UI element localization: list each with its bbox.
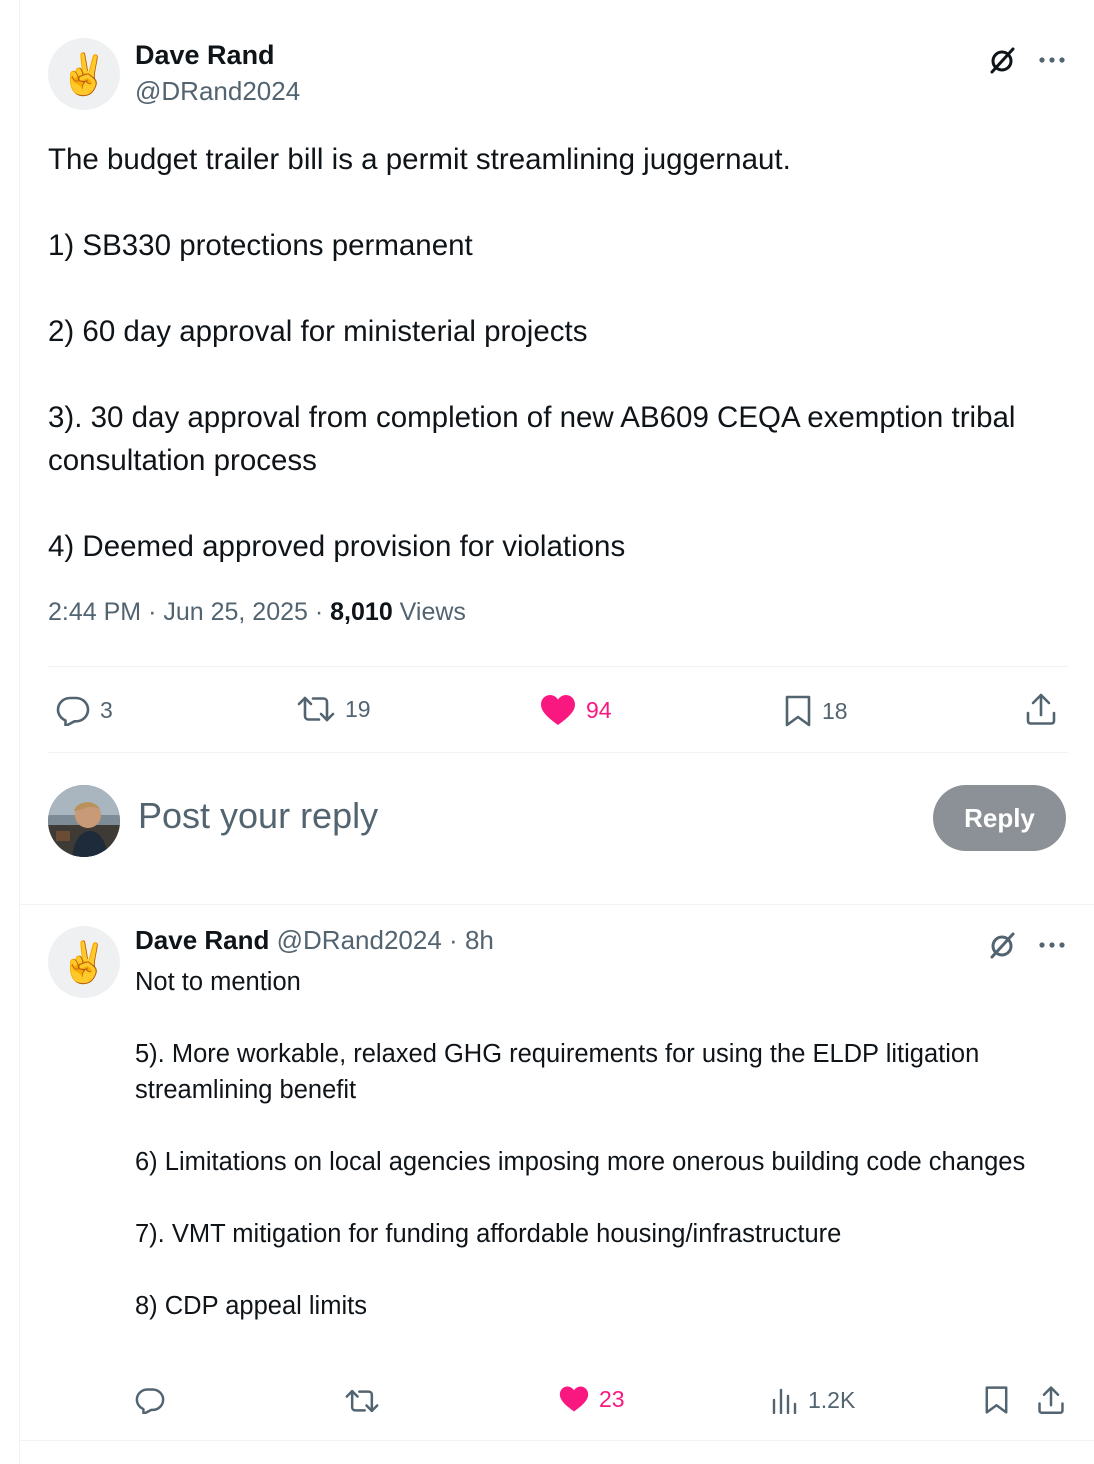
reply-submit-button[interactable]: Reply <box>933 785 1066 851</box>
tweet-time[interactable]: 2:44 PM <box>48 598 142 626</box>
reply-author-name[interactable]: Dave Rand <box>135 925 270 955</box>
share-button[interactable] <box>1024 692 1058 726</box>
timeline-border <box>19 0 20 1464</box>
author-handle[interactable]: @DRand2024 <box>135 76 301 106</box>
views-icon <box>772 1386 798 1414</box>
tweet-date[interactable]: Jun 25, 2025 <box>163 598 308 626</box>
views-count: 8,010 <box>330 598 393 626</box>
grok-icon[interactable] <box>982 40 1022 80</box>
repost-icon <box>345 1387 379 1415</box>
tweet-line: 7). VMT mitigation for funding affordable housing/infrastructure <box>135 1220 842 1248</box>
reply-input[interactable]: Post your reply <box>138 795 379 836</box>
share-icon <box>1024 692 1058 726</box>
bookmark-button[interactable] <box>984 1385 1009 1415</box>
tweet-line: 6) Limitations on local agencies imposing more onerous building code changes <box>135 1148 1026 1176</box>
divider <box>20 1440 1094 1441</box>
reply-button[interactable] <box>135 1386 165 1414</box>
share-icon <box>1036 1385 1066 1415</box>
tweet-text <box>48 138 1048 568</box>
like-button[interactable] <box>559 1385 625 1413</box>
reply-icon <box>135 1386 165 1414</box>
tweet-line: 3). 30 day approval from completion of new AB609 CEQA exemption tribal consultation process <box>48 401 1016 477</box>
views-button[interactable] <box>772 1386 855 1414</box>
bookmark-icon <box>784 694 812 728</box>
heart-icon <box>540 694 576 726</box>
repost-count: 19 <box>345 695 371 722</box>
meta-separator: · <box>314 598 324 626</box>
author-avatar[interactable] <box>48 38 120 110</box>
like-button[interactable] <box>540 694 612 726</box>
tweet-metadata <box>48 598 466 627</box>
reply-tweet-text <box>135 964 1065 1324</box>
tweet-line: 1) SB330 protections permanent <box>48 229 473 262</box>
meta-separator: · <box>449 925 458 955</box>
repost-icon <box>297 694 335 724</box>
reply-button[interactable] <box>56 694 113 726</box>
repost-button[interactable] <box>345 1387 379 1415</box>
more-icon[interactable] <box>1032 925 1072 965</box>
author-name[interactable]: Dave Rand <box>135 40 275 70</box>
views-label: Views <box>399 598 466 626</box>
tweet-line: Not to mention <box>135 968 301 996</box>
grok-icon[interactable] <box>982 925 1022 965</box>
reply-icon <box>56 694 90 726</box>
more-icon[interactable] <box>1032 40 1072 80</box>
tweet-line: 4) Deemed approved provision for violations <box>48 530 626 563</box>
avatar-emoji: ✌️ <box>59 51 109 98</box>
tweet-line: 5). More workable, relaxed GHG requirements for using the ELDP litigation streamlining benefit <box>135 1040 980 1104</box>
reply-count: 3 <box>100 696 113 723</box>
bookmark-count: 18 <box>822 697 848 724</box>
heart-icon <box>559 1385 589 1413</box>
current-user-avatar[interactable] <box>48 785 120 857</box>
views-count: 1.2K <box>808 1386 856 1413</box>
reply-header <box>135 925 494 956</box>
bookmark-icon <box>984 1385 1009 1415</box>
repost-button[interactable] <box>297 694 371 724</box>
tweet-line: 8) CDP appeal limits <box>135 1292 367 1320</box>
tweet-line: The budget trailer bill is a permit streamlining juggernaut. <box>48 143 791 176</box>
reply-author-handle[interactable]: @DRand2024 <box>276 925 442 955</box>
reply-author-avatar[interactable] <box>48 926 120 998</box>
like-count: 23 <box>599 1385 625 1412</box>
divider <box>48 752 1068 753</box>
avatar-emoji: ✌️ <box>59 939 109 986</box>
reply-age[interactable]: 8h <box>464 925 494 955</box>
share-button[interactable] <box>1036 1385 1066 1415</box>
meta-separator: · <box>148 598 157 626</box>
tweet-line: 2) 60 day approval for ministerial projects <box>48 315 588 348</box>
bookmark-button[interactable] <box>784 694 848 728</box>
divider <box>48 666 1068 667</box>
divider <box>20 904 1094 905</box>
like-count: 94 <box>586 696 612 723</box>
